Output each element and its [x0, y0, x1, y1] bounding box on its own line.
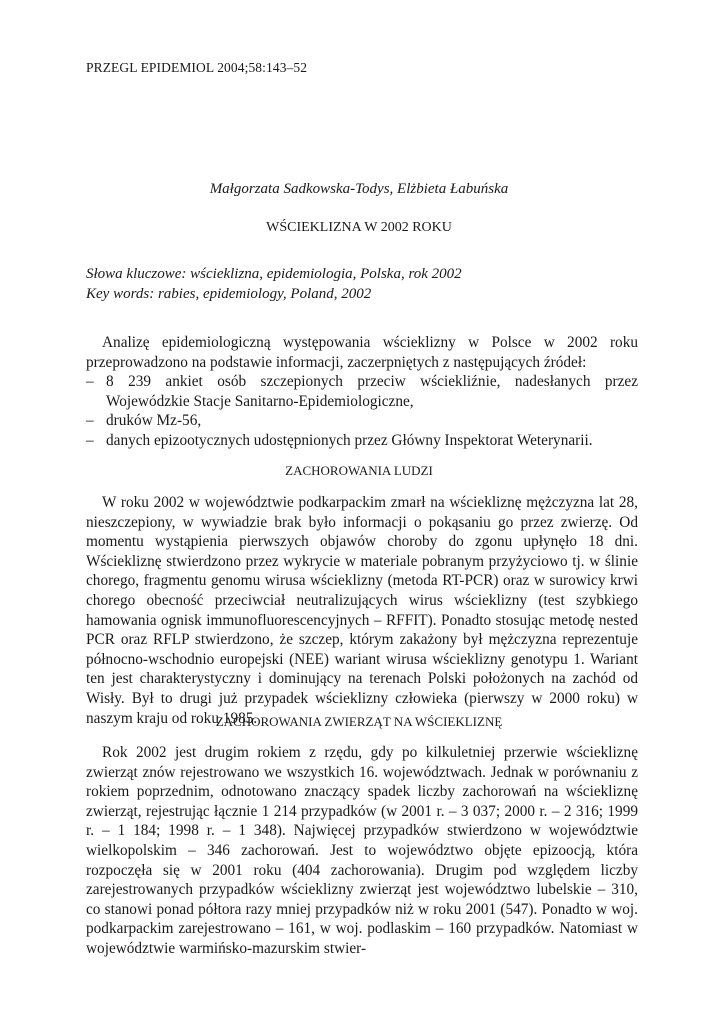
list-dash: – — [86, 431, 94, 449]
list-dash: – — [86, 412, 94, 430]
list-dash: – — [86, 373, 94, 390]
intro-paragraph — [86, 333, 638, 372]
section-human-cases-body — [86, 493, 638, 728]
article-title: WŚCIEKLIZNA W 2002 ROKU — [266, 220, 452, 235]
sources-list — [86, 372, 638, 450]
journal-reference: PRZEGL EPIDEMIOL 2004;58:143–52 — [86, 60, 308, 75]
section-animal-cases-body — [86, 743, 638, 959]
list-item: – danych epizootycznych udostępnionych przez Główny Inspektorat Weterynarii. — [86, 431, 593, 449]
keywords-polish: Słowa kluczowe: wścieklizna, epidemiologia, Polska, rok 2002 — [86, 266, 462, 282]
authors: Małgorzata Sadkowska-Todys, Elżbieta Łabuńska — [209, 181, 509, 197]
intro-text: Analizę epidemiologiczną występowania wścieklizny w Polsce w 2002 roku przeprowadzono na podstawie informacji, zaczerpniętych z następujących źródeł: — [86, 334, 638, 371]
paragraph: Rok 2002 jest drugim rokiem z rzędu, gdy po kilkuletniej przerwie wściekliznę zwierząt znów rejestrowano we wszystkich 16. województwach. Jednak w porównaniu z rokiem poprzednim, odnotowano znaczący spadek liczby zachorowań na wściekliznę zwierząt, rejestrując łącznie 1 214 przypadków (w 2001 r. – 3 037; 2000 r. – 2 316; 1999 r. – 1 184; 1998 r. – 1 348). Najwięcej przypadków stwierdzono w województwie wielkopolskim – 346 zachorowań. Jest to województwo objęte epizoocją, która rozpoczęła się w 2001 roku (404 zachorowania). Drugim pod względem liczby zarejestrowanych przypadków wścieklizny zwierząt jest województwo lubelskie – 310, co stanowi ponad półtora razy mniej przypadków niż w roku 2001 (547). Ponadto w woj. podkarpackim zarejestrowano – 161, w woj. podlaskim – 160 przypadków. Natomiast w województwie warmińsko-mazurskim stwier- — [86, 744, 638, 957]
keywords-english: Key words: rabies, epidemiology, Poland, 2002 — [86, 286, 372, 302]
list-item: – 8 239 ankiet osób szczepionych przeciw wściekliźnie, nadesłanych przez Wojewódzkie Stacje Sanitarno-Epidemiologiczne, — [86, 373, 638, 410]
paragraph: W roku 2002 w województwie podkarpackim zmarł na wściekliznę mężczyzna lat 28, nieszczepiony, w wywiadzie brak było informacji o pokąsaniu go przez zwierzę. Od momentu wystąpienia pierwszych objawów choroby do zgonu upłynęło 18 dni. Wściekliznę stwierdzono przez wykrycie w materiale pobranym przyżyciowo tj. w ślinie chorego, fragmentu genomu wirusa wścieklizny (metoda RT-PCR) oraz w surowicy krwi chorego obecność przeciwciał neutralizujących wirus wścieklizny (test szybkiego hamowania ognisk immunofluorescencyjnych – RFFIT). Ponadto stosując metodę nested PCR oraz RFLP stwierdzono, że szczep, którym zakażony był mężczyzna reprezentuje północno-wschodnio europejski (NEE) wariant wirusa wścieklizny genotypu 1. Wariant ten jest charakterystyczny i dominujący na terenach Polski położonych na zachód od Wisły. Był to drugi już przypadek wścieklizny człowieka (pierwszy w 2000 roku) w naszym kraju od roku 1985. — [86, 494, 638, 727]
section-heading-human-cases: ZACHOROWANIA LUDZI — [285, 463, 433, 478]
section-heading-animal-cases: ZACHOROWANIA ZWIERZĄT NA WŚCIEKLIZNĘ — [215, 714, 503, 729]
list-item: – druków Mz-56, — [86, 412, 202, 430]
